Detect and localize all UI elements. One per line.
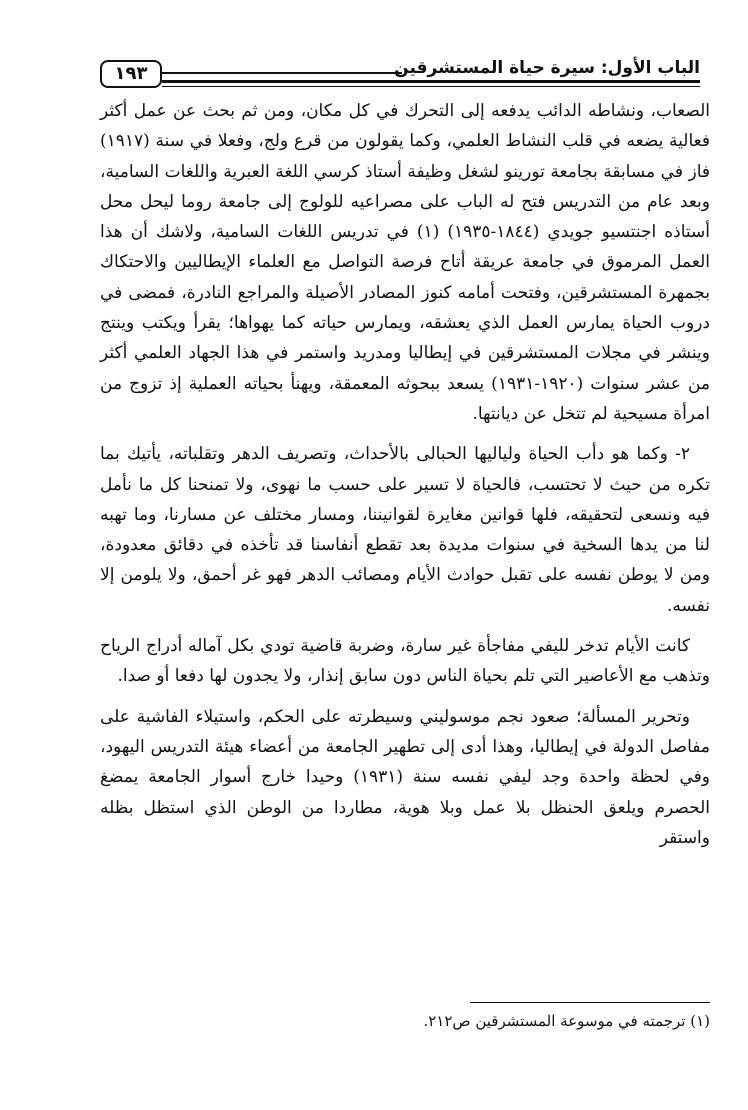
- page-number: ١٩٣: [100, 60, 162, 88]
- running-title: الباب الأول: سيرة حياة المستشرقين: [394, 58, 700, 78]
- header-rule-accent: [162, 72, 402, 74]
- header-rule-thin: [162, 86, 700, 87]
- paragraph-4: وتحرير المسألة؛ صعود نجم موسوليني وسيطرته على الحكم، واستيلاء الفاشية على مفاصل الدولة في إيطاليا، وهذا أدى إلى تطهير الجامعة من أعضاء هيئة التدريس اليهود، وفي لحظة واحدة وجد ليفي نفسه سنة (١٩٣١) وحيدا خارج أسوار الجامعة يمضغ الحصرم ويلعق الحنظل بلا عمل وبلا هوية، مطاردا من الوطن الذي استظل بظله واستقر: [100, 706, 710, 848]
- header-rule: [162, 80, 700, 83]
- footnote: (١) ترجمته في موسوعة المستشرقين ص٢١٢.: [423, 1012, 710, 1030]
- paragraph-3: كانت الأيام تدخر لليفي مفاجأة غير سارة، وضربة قاضية تودي بكل آماله أدراج الرياح وتذهب مع الأعاصير التي تلم بحياة الناس دون سابق إنذار، ولا يجدون لها دفعا أو صدا.: [100, 636, 710, 687]
- paragraph-2: ٢- وكما هو دأب الحياة ولياليها الحبالى بالأحداث، وتصريف الدهر وتقلباته، يأتيك بما تكره من حيث لا تحتسب، فالحياة لا تسير على حسب ما نهوى، ولا تمنحنا كل ما نأمل فيه ونسعى لتحقيقه، فلها قوانين مغايرة لقوانيننا، ومسار مختلف عن مسارنا، وما تهبه لنا من يدها السخية في سنوات مديدة بعد تقطع أنفاسنا قد تأخذه في دقائق معدودة، ومن لا يوطن نفسه على تقبل حوادث الأيام ومصائب الدهر فهو غر أحمق، ولا يلومن إلا نفسه.: [100, 444, 710, 616]
- page-header: [100, 50, 700, 90]
- paragraph-1: الصعاب، ونشاطه الدائب يدفعه إلى التحرك في كل مكان، ومن ثم بحث عن عمل أكثر فعالية يضعه في قلب النشاط العلمي، وكما يقولون من قرع ولج، وفعلا في سنة (١٩١٧) فاز في مسابقة بجامعة تورينو لشغل وظيفة أستاذ كرسي اللغة العبرية واللغات السامية، وبعد عام من التدريس فتح له الباب على مصراعيه للولوج إلى جامعة روما ليحل محل أستاذه اجنتسيو جويدي (١٨٤٤-١٩٣٥) (١) في تدريس اللغات السامية، ولاشك أن هذا العمل المرموق في جامعة عريقة أتاح فرصة التواصل مع العلماء الإيطاليين والاحتكاك بجمهرة المستشرقين، وفتحت أمامه كنوز المصادر الأصيلة والمراجع النادرة، فمضى في دروب الحياة يمارس العمل الذي يعشقه، ويمارس حياته كما يهواها؛ يقرأ ويكتب وينتج وينشر في مجلات المستشرقين في إيطاليا ومدريد واستمر في هذا الجهاد العلمي أكثر من عشر سنوات (١٩٢٠-١٩٣١) يسعد ببحوثه المعمقة، ويهنأ بحياته العملية إذ تزوج من امرأة مسيحية لم تتخل عن ديانتها.: [100, 101, 711, 424]
- body-text: [100, 96, 710, 863]
- footnote-divider: [470, 1002, 710, 1003]
